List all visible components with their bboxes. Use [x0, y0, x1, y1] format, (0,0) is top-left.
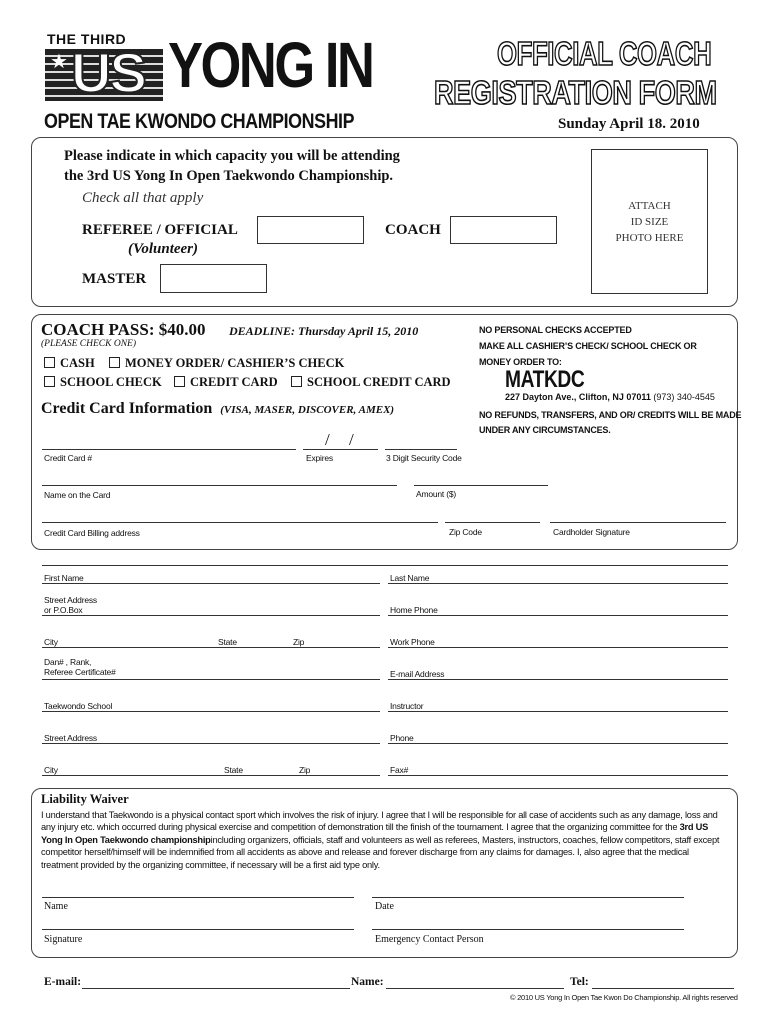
copyright-text: © 2010 US Yong In Open Tae Kwon Do Championship. All rights reserved	[510, 993, 738, 1002]
street-address-field[interactable]	[42, 615, 380, 616]
logo-flag-block	[45, 49, 163, 101]
home-phone-field[interactable]	[388, 615, 728, 616]
school-city-state-zip-field[interactable]	[42, 775, 380, 776]
zip-code-label: Zip Code	[449, 527, 482, 537]
security-code-field[interactable]	[385, 449, 457, 450]
work-phone-field[interactable]	[388, 647, 728, 648]
city-label: City	[44, 637, 58, 647]
money-order-label: MONEY ORDER/ CASHIER’S CHECK	[125, 356, 345, 370]
waiver-text-part-1: I understand that Taekwondo is a physical contact sport which involves the risk of injury. I agree that I will be responsible for all case of accidents such as any damage, loss and any injury etc. which occurred during physical exercise and competition of demonstration till the finish of the tournament. I agree that the organizing committee for the	[41, 810, 718, 833]
credit-card-label: CREDIT CARD	[190, 375, 278, 389]
money-order-checkbox[interactable]	[109, 357, 120, 368]
footer-email-label: E-mail:	[44, 976, 82, 988]
cc-info-label: Credit Card Information	[41, 400, 213, 417]
payee-name: MATKDC	[505, 366, 585, 393]
refund-line-1: NO REFUNDS, TRANSFERS, AND OR/ CREDITS WILL BE MADE	[479, 410, 742, 420]
work-phone-label: Work Phone	[390, 637, 435, 647]
payee-address	[505, 392, 715, 402]
school-city-label: City	[44, 765, 58, 775]
waiver-text-bold: 3rd US Yong In Open Taekwondo championship	[41, 822, 709, 845]
photo-hint-line-1: ATTACH	[628, 200, 671, 212]
cardholder-signature-field[interactable]	[550, 522, 726, 523]
school-zip-label: Zip	[299, 765, 311, 775]
instructor-label: Instructor	[390, 701, 424, 711]
waiver-signature-field[interactable]	[42, 929, 354, 930]
logo-top-text: THE THIRD	[47, 31, 127, 47]
option-money-order[interactable]	[109, 356, 344, 371]
option-credit-card[interactable]	[174, 375, 278, 390]
cardholder-signature-label: Cardholder Signature	[553, 527, 630, 537]
waiver-title: Liability Waiver	[41, 792, 129, 806]
home-phone-label: Home Phone	[390, 605, 438, 615]
waiver-text-part-2: including organizers, officials, staff and volunteers as well as referees, Masters, instructors, coaches, fellow competitors, staff except competitor herself/himself will be indemnified from all accidents as above and release and forever discharge from any claims for damages. I, also agree that the medical treatment provided by the organizing committee, if necessary will be a first aid type only.	[41, 834, 720, 870]
cc-info-title	[41, 400, 394, 418]
school-phone-field[interactable]	[388, 743, 728, 744]
form-title-line-2: REGISTRATION FORM	[434, 74, 717, 111]
personal-info-section	[42, 565, 728, 779]
billing-address-field[interactable]	[42, 522, 438, 523]
waiver-date-label: Date	[375, 901, 394, 912]
photo-hint-line-2: ID SIZE	[630, 216, 669, 228]
waiver-text	[41, 809, 727, 871]
footer-email-field[interactable]	[82, 988, 350, 989]
coach-pass-title: COACH PASS: $40.00	[41, 320, 206, 339]
school-street-label: Street Address	[44, 733, 97, 743]
school-credit-label: SCHOOL CREDIT CARD	[307, 375, 451, 389]
payee-street: 227 Dayton Ave., Clifton, NJ 07011	[505, 392, 651, 402]
cc-types: (VISA, MASER, DISCOVER, AMEX)	[220, 404, 395, 416]
footer-name-label: Name:	[351, 976, 384, 988]
cc-number-field[interactable]	[42, 449, 296, 450]
note-money-order-to: MONEY ORDER TO:	[479, 357, 562, 367]
master-label: MASTER	[82, 271, 147, 287]
amount-label: Amount ($)	[416, 489, 457, 499]
billing-address-label: Credit Card Billing address	[44, 528, 140, 538]
credit-card-checkbox[interactable]	[174, 376, 185, 387]
taekwondo-school-label: Taekwondo School	[44, 701, 113, 711]
form-title-line-1: OFFICIAL COACH	[497, 35, 712, 72]
zip-label: Zip	[293, 637, 305, 647]
footer-name-field[interactable]	[386, 988, 564, 989]
option-school-credit[interactable]	[291, 375, 451, 390]
taekwondo-school-field[interactable]	[42, 711, 380, 712]
street-address-line-1: Street Address	[44, 595, 97, 605]
email-address-label: E-mail Address	[390, 669, 445, 679]
logo-sub-text: OPEN TAE KWONDO CHAMPIONSHIP	[44, 110, 355, 133]
amount-field[interactable]	[414, 485, 548, 486]
street-address-line-2: or P.O.Box	[44, 605, 83, 615]
waiver-signature-label: Signature	[44, 934, 83, 945]
emergency-contact-field[interactable]	[372, 929, 684, 930]
dan-rank-line-1: Dan# , Rank,	[44, 657, 92, 667]
school-check-checkbox[interactable]	[44, 376, 55, 387]
check-all-hint: Check all that apply	[82, 190, 204, 206]
cash-checkbox[interactable]	[44, 357, 55, 368]
cash-label: CASH	[60, 356, 95, 370]
waiver-name-label: Name	[44, 901, 68, 912]
logo-us-text: US	[71, 49, 145, 101]
footer-tel-field[interactable]	[592, 988, 734, 989]
referee-label: REFEREE / OFFICIAL	[82, 222, 238, 238]
name-on-card-field[interactable]	[42, 485, 397, 486]
email-address-field[interactable]	[388, 679, 728, 680]
note-make-payable: MAKE ALL CASHIER’S CHECK/ SCHOOL CHECK OR	[479, 341, 697, 351]
school-state-label: State	[224, 765, 243, 775]
coach-checkbox[interactable]	[450, 216, 557, 244]
capacity-intro-line-1: Please indicate in which capacity you will be attending	[64, 148, 400, 164]
top-rule	[42, 565, 728, 566]
referee-checkbox[interactable]	[257, 216, 364, 244]
event-date: Sunday April 18. 2010	[558, 116, 700, 132]
last-name-label: Last Name	[390, 573, 430, 583]
expires-slash-1: /	[325, 430, 330, 449]
refund-policy	[479, 408, 741, 438]
coach-label: COACH	[385, 222, 441, 238]
street-address-label	[44, 595, 97, 615]
deadline-text: DEADLINE: Thursday April 15, 2010	[229, 324, 419, 338]
logo-main-text: YONG IN	[168, 29, 373, 101]
waiver-date-field[interactable]	[372, 897, 684, 898]
last-name-field[interactable]	[388, 583, 728, 584]
school-phone-label: Phone	[390, 733, 414, 743]
payee-phone: (973) 340-4545	[650, 392, 715, 402]
cc-number-label: Credit Card #	[44, 453, 92, 463]
first-name-field[interactable]	[42, 583, 380, 584]
star-icon: ★	[50, 51, 68, 73]
security-code-label: 3 Digit Security Code	[386, 453, 462, 463]
school-credit-checkbox[interactable]	[291, 376, 302, 387]
fax-field[interactable]	[388, 775, 728, 776]
please-check-one: (PLEASE CHECK ONE)	[41, 339, 136, 349]
volunteer-label: (Volunteer)	[128, 241, 199, 257]
fax-label: Fax#	[390, 765, 409, 775]
instructor-field[interactable]	[388, 711, 728, 712]
option-school-check[interactable]	[44, 375, 162, 390]
expires-label: Expires	[306, 453, 333, 463]
city-state-zip-field[interactable]	[42, 647, 380, 648]
expires-slash-2: /	[349, 430, 354, 449]
payment-notes	[479, 322, 697, 370]
refund-line-2: UNDER ANY CIRCUMSTANCES.	[479, 425, 611, 435]
master-checkbox[interactable]	[160, 264, 267, 293]
waiver-name-field[interactable]	[42, 897, 354, 898]
note-no-personal-checks: NO PERSONAL CHECKS ACCEPTED	[479, 325, 632, 335]
school-street-field[interactable]	[42, 743, 380, 744]
school-check-label: SCHOOL CHECK	[60, 375, 162, 389]
photo-hint-line-3: PHOTO HERE	[615, 232, 684, 244]
expires-field[interactable]	[303, 449, 378, 450]
option-cash[interactable]	[44, 356, 95, 371]
dan-rank-field[interactable]	[42, 679, 380, 680]
emergency-contact-label: Emergency Contact Person	[375, 934, 484, 945]
capacity-intro-line-2: the 3rd US Yong In Open Taekwondo Championship.	[64, 168, 394, 184]
dan-rank-label	[44, 657, 116, 677]
photo-placeholder[interactable]	[591, 149, 708, 294]
name-on-card-label: Name on the Card	[44, 490, 111, 500]
footer-tel-label: Tel:	[570, 976, 589, 988]
dan-rank-line-2: Referee Certificate#	[44, 667, 116, 677]
first-name-label: First Name	[44, 573, 84, 583]
state-label: State	[218, 637, 237, 647]
zip-code-field[interactable]	[445, 522, 540, 523]
